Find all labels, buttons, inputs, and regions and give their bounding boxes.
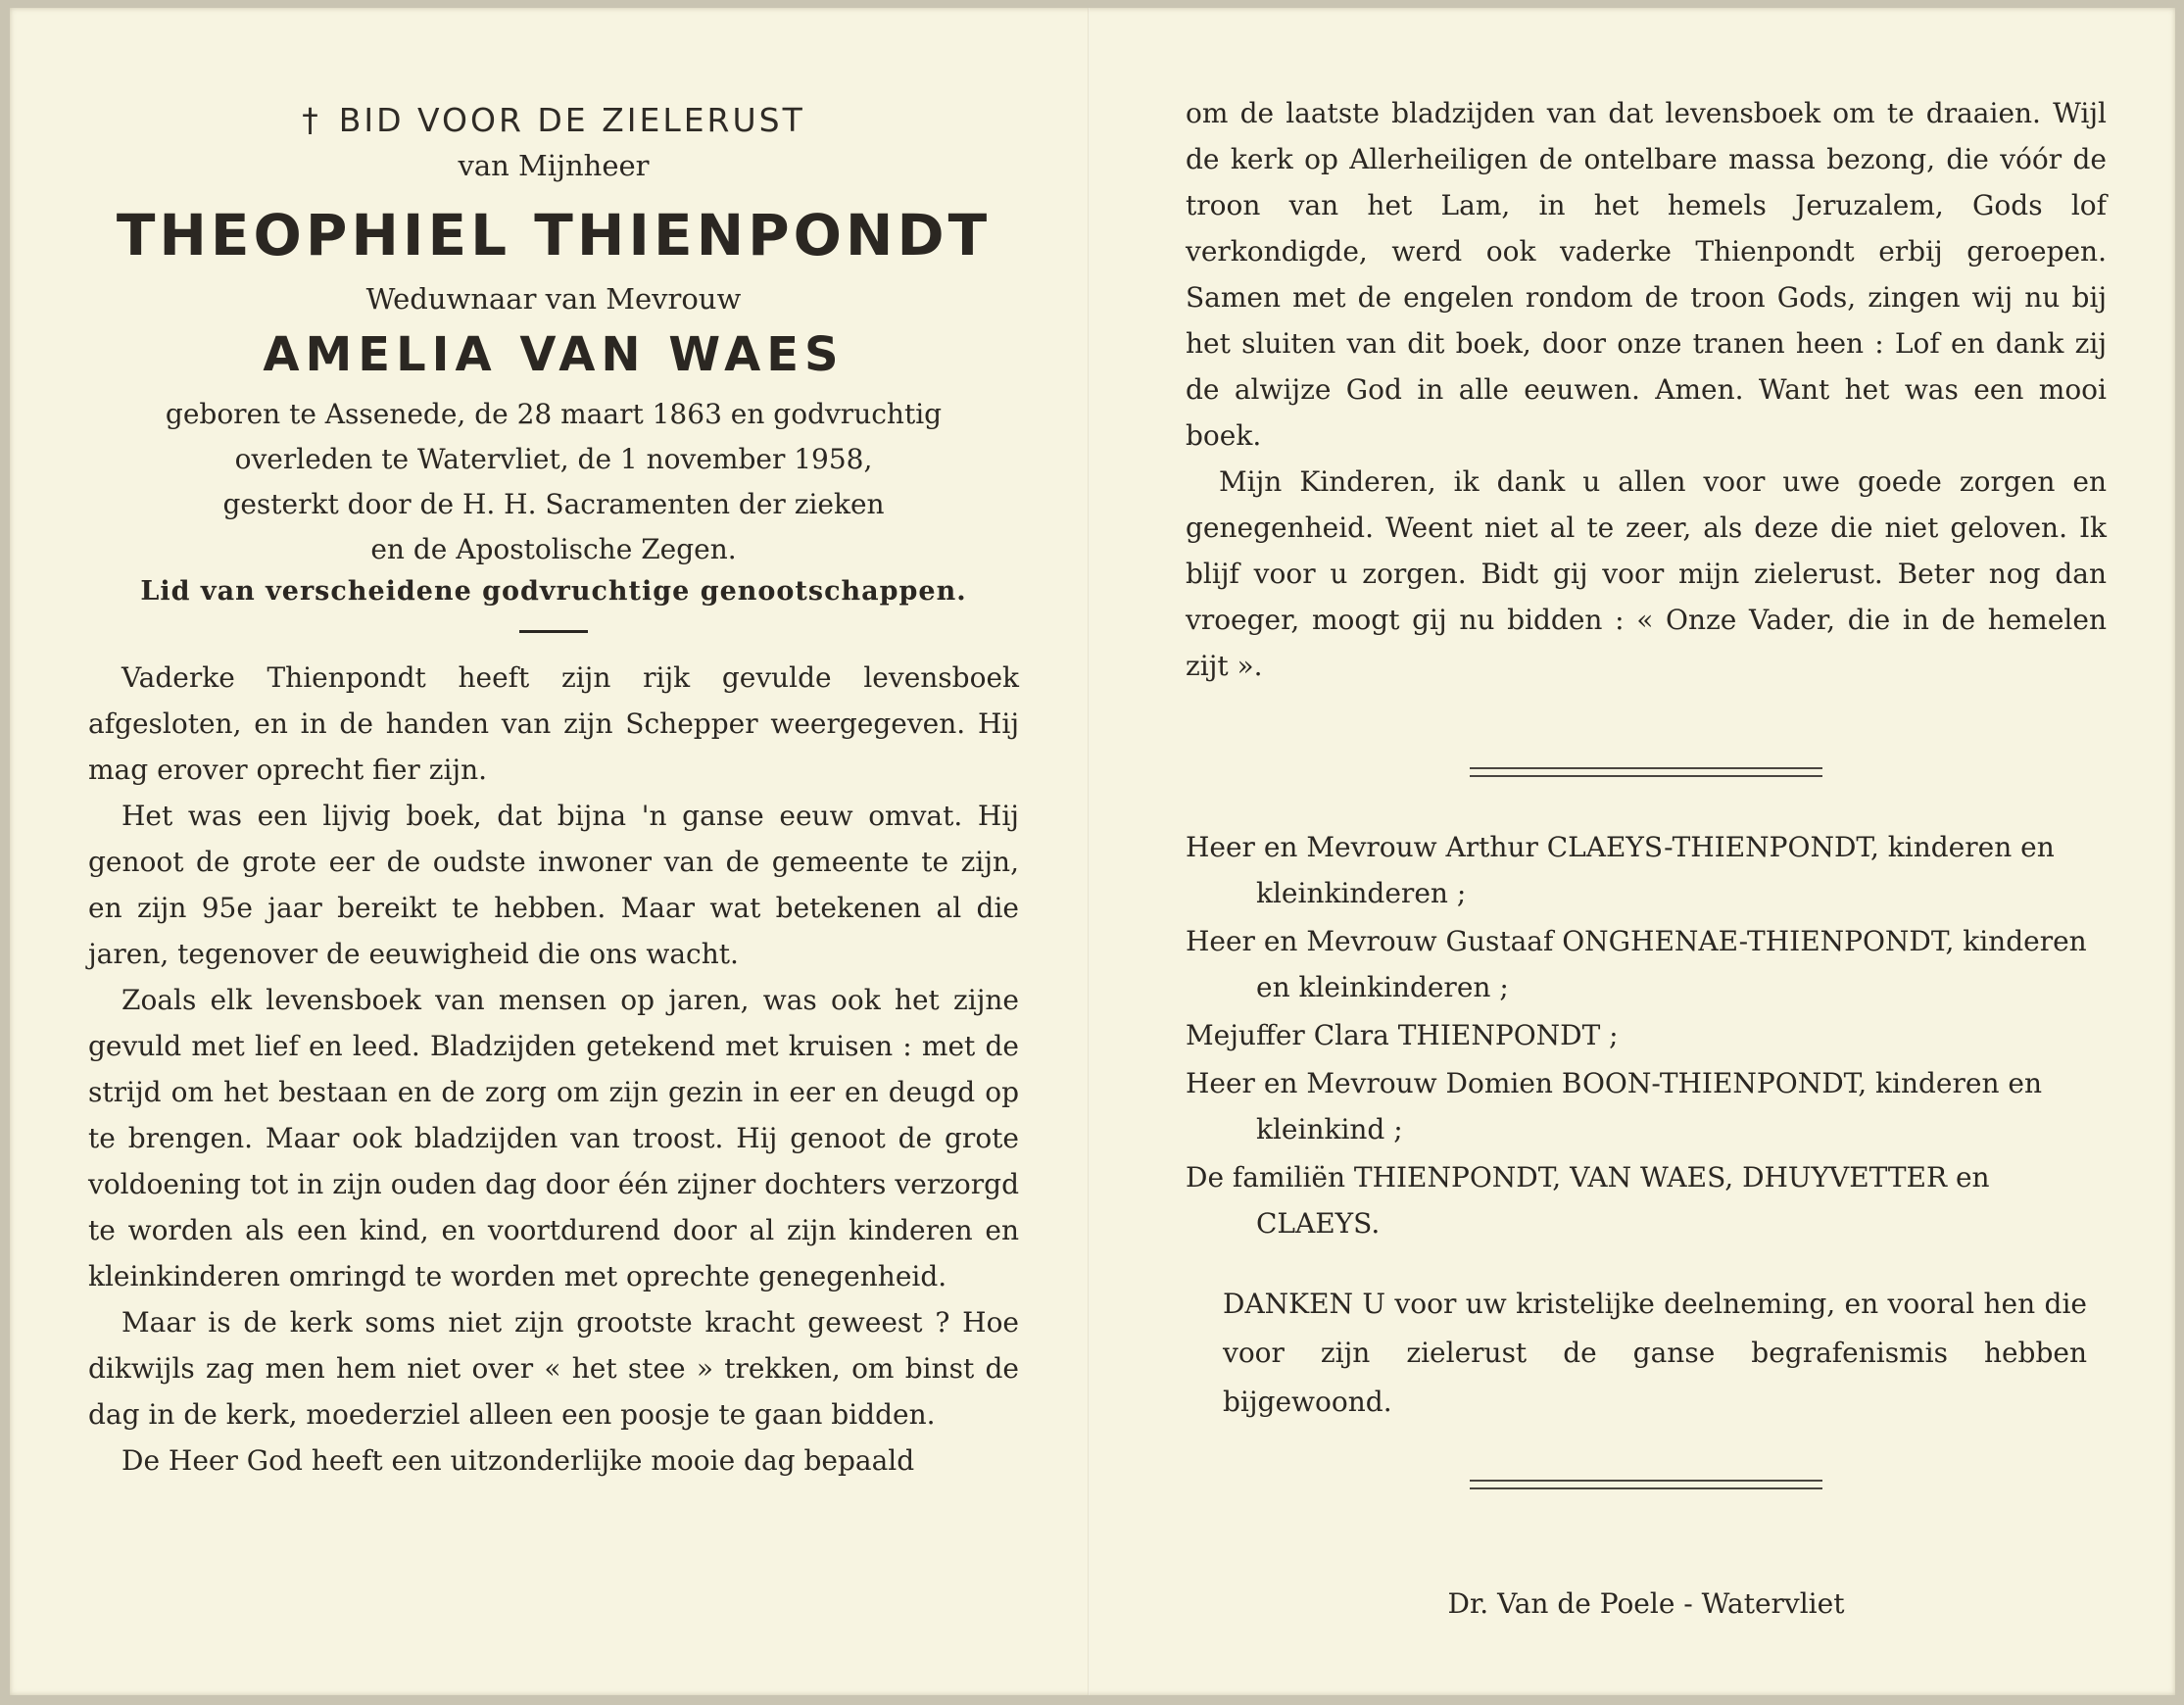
paragraph: Vaderke Thienpondt heeft zijn rijk gevulde levensboek afgesloten, en in de handen van zijn Schepper weergegeven. Hij mag erover oprecht fier zijn.: [88, 661, 1019, 786]
membership-line: Lid van verscheidene godvruchtige genootschappen.: [140, 576, 967, 607]
cross-icon: †: [302, 101, 321, 139]
right-panel: [1186, 8, 2107, 1620]
bio-line: overleden te Watervliet, de 1 november 1958,: [234, 443, 873, 475]
bio-line: geboren te Assenede, de 28 maart 1863 en godvruchtig: [165, 398, 943, 430]
paragraph: Zoals elk levensboek van mensen op jaren, was ook het zijne gevuld met lief en leed. Bladzijden getekend met kruisen : met de strijd om het bestaan en de zorg om zijn gezin in eer en deugd op te brengen. Maar ook bladzijden van troost. Hij genoot de grote voldoening tot in zijn ouden dag door één zijner dochters verzorgd te worden als een kind, en voortdurend door al zijn kinderen en kleinkinderen omringd te worden met oprechte genegenheid.: [88, 984, 1019, 1292]
paragraph: Mijn Kinderen, ik dank u allen voor uwe goede zorgen en genegenheid. Weent niet al te zeer, als deze die niet geloven. Ik blijf voor u zorgen. Bidt gij voor mijn zielerust. Beter nog dan vroeger, moogt gij nu bidden : « Onze Vader, die in de hemelen zijt ».: [1186, 465, 2107, 682]
bio-line: gesterkt door de H. H. Sacramenten der zieken: [222, 488, 885, 520]
family-list: [1186, 824, 2107, 1246]
paragraph: om de laatste bladzijden van dat levensboek om te draaien. Wijl de kerk op Allerheiligen de ontelbare massa bezong, die vóór de troon van het Lam, in het hemels Jeruzalem, Gods lof verkondigde, werd ook vaderke Thienpondt erbij geroepen. Samen met de engelen rondom de troon Gods, zingen wij nu bij het sluiten van dit boek, door onze tranen heen : Lof en dank zij de alwijze God in alle eeuwen. Amen. Want het was een mooi boek.: [1186, 97, 2107, 452]
bio-line: en de Apostolische Zegen.: [370, 533, 737, 565]
family-entry: Heer en Mevrouw Gustaaf ONGHENAE-THIENPONDT, kinderen en kleinkinderen ;: [1186, 925, 2087, 1003]
printer-line: Dr. Van de Poele - Watervliet: [1447, 1587, 1845, 1620]
paragraph: Het was een lijvig boek, dat bijna 'n ganse eeuw omvat. Hij genoot de grote eer de oudste inwoner van de gemeente te zijn, en zijn 95e jaar bereikt te hebben. Maar wat betekenen al die jaren, tegenover de eeuwigheid die ons wacht.: [88, 800, 1019, 970]
family-entry: Mejuffer Clara THIENPONDT ;: [1186, 1019, 1619, 1051]
double-divider: [1470, 1480, 1822, 1489]
bio-block: [88, 392, 1019, 572]
spouse-name: AMELIA VAN WAES: [263, 327, 845, 382]
right-body: [1186, 90, 2107, 689]
paragraph: De Heer God heeft een uitzonderlijke mooie dag bepaald: [121, 1444, 915, 1477]
family-entry: Heer en Mevrouw Domien BOON-THIENPONDT, kinderen en kleinkind ;: [1186, 1067, 2042, 1145]
double-divider: [1470, 767, 1822, 777]
left-body: [88, 655, 1019, 1484]
family-entry: Heer en Mevrouw Arthur CLAEYS-THIENPONDT, kinderen en kleinkinderen ;: [1186, 831, 2055, 909]
heading-text: BID VOOR DE ZIELERUST: [338, 101, 805, 139]
family-entry: De familiën THIENPONDT, VAN WAES, DHUYVETTER en CLAEYS.: [1186, 1161, 1990, 1240]
card-fold: [1088, 8, 1090, 1695]
widower-line: Weduwnaar van Mevrouw: [365, 282, 742, 316]
deceased-name: THEOPHIEL THIENPONDT: [116, 202, 992, 268]
divider: [519, 630, 588, 633]
prayer-heading: [88, 101, 1019, 139]
title-line: van Mijnheer: [458, 149, 650, 182]
memorial-card: [10, 8, 2175, 1695]
left-panel: [88, 8, 1019, 1484]
paragraph: Maar is de kerk soms niet zijn grootste kracht geweest ? Hoe dikwijls zag men hem niet over « het stee » trekken, om binst de dag in de kerk, moederziel alleen een poosje te gaan bidden.: [88, 1306, 1019, 1431]
thanks-text: DANKEN U voor uw kristelijke deelneming, en vooral hen die voor zijn zielerust de ganse begrafenismis hebben bijgewoond.: [1223, 1288, 2087, 1418]
